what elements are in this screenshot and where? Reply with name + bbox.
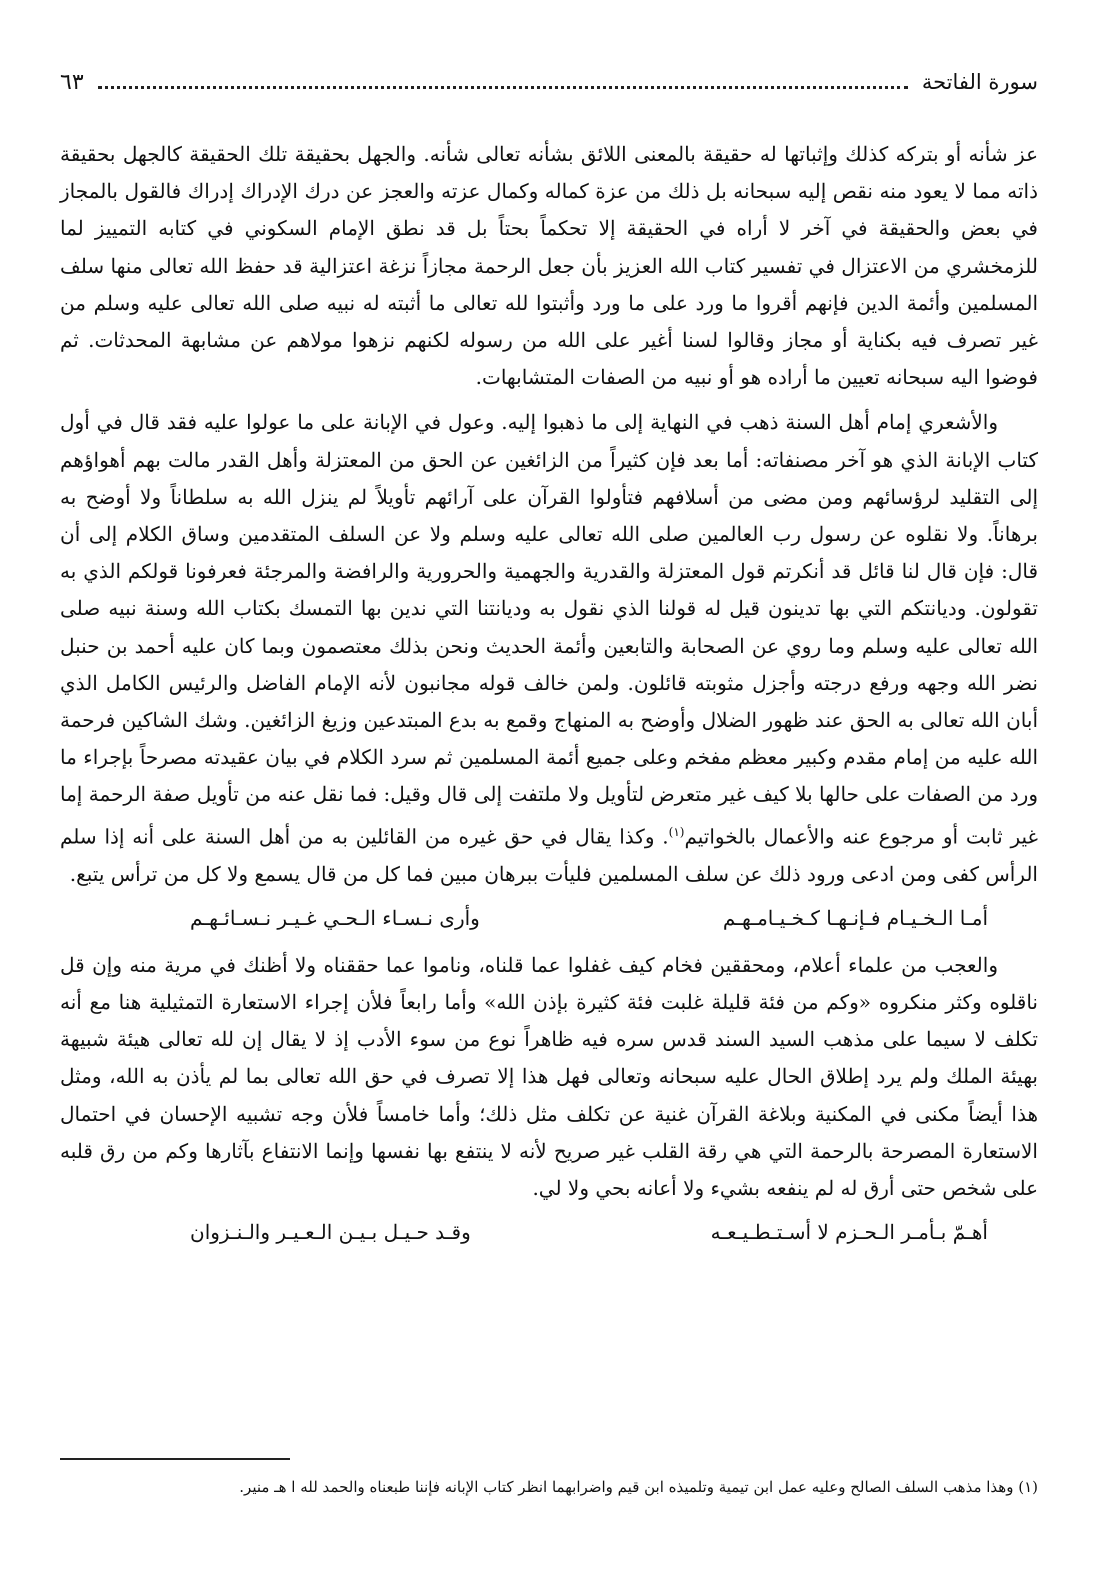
main-text (60, 136, 1038, 1251)
verse-first-hemistich: أهـمّ بـأمـر الـحـزم لا أسـتـطـيـعـه (710, 1220, 988, 1245)
book-page (60, 70, 1038, 1530)
paragraph: عز شأنه أو بتركه كذلك وإثباتها له حقيقة بالمعنى اللائق بشأنه تعالى شأنه. والجهل بحقيقة تلك الحقيقة كالجهل بحقيقة ذاته مما لا يعود منه نقص إليه سبحانه بل ذلك من عزة كماله وكمال عزته والعجز عن درك الإدراك إدراك فالقول بالمجاز في بعض والحقيقة في آخر لا أراه في الحقيقة إلا تحكماً بحتاً بل قد نطق الإمام السكوني في كتابه التمييز لما للزمخشري من الاعتزال في تفسير كتاب الله العزيز بأن جعل الرحمة مجازاً نزغة اعتزالية قد حفظ الله تعالى منها سلف المسلمين وأئمة الدين فإنهم أقروا ما ورد على ما ورد وأثبتوا لله تعالى ما أثبته له نبيه صلى الله تعالى عليه وسلم من غير تصرف فيه بكناية أو مجاز وقالوا لسنا أغير على الله من رسوله لكنهم نزهوا مولاهم عن مشابهة المحدثات. ثم فوضوا اليه سبحانه تعيين ما أراده هو أو نبيه من الصفات المتشابهات. (60, 142, 1038, 390)
footnote: (١) وهذا مذهب السلف الصالح وعليه عمل ابن تيمية وتلميذه ابن قيم واضرابهما انظر كتاب الإبانه فإننا طبعناه والحمد لله ا هـ منير. (239, 1478, 1038, 1496)
paragraph: والعجب من علماء أعلام، ومحققين فخام كيف غفلوا عما قلناه، وناموا عما حققناه ولا أظنك في مرية منه وإن قل ناقلوه وكثر منكروه «وكم من فئة قليلة غلبت فئة كثيرة بإذن الله» وأما رابعاً فلأن إجراء الاستعارة التمثيلية هنا مع أنه تكلف لا سيما على مذهب السيد السند قدس سره فيه ظاهراً نوع من سوء الأدب إذ لا يقال إن لله تعالى هيئة شبيهة بهيئة الملك ولم يرد إطلاق الحال عليه سبحانه وتعالى فهل هذا إلا تصرف في حق الله تعالى بما لم يأذن به الله، ومثل هذا أيضاً مكنى في المكنية وبلاغة القرآن غنية عن تكلف مثل ذلك؛ وأما خامساً فلأن وجه تشبيه الإحسان في احتمال الاستعارة المصرحة بالرحمة التي هي رقة القلب غير صريح لأنه لا ينتفع بها نفسها وإنما الانتفاع بآثارها وكم من رق قلبه على شخص حتى أرق له لم ينفعه بشيء ولا أعانه بحي ولا لي. (60, 952, 1038, 1200)
page-number: ٦٣ (60, 70, 84, 95)
poem-verse (60, 1213, 1038, 1251)
leader-dots (98, 72, 908, 89)
verse-first-hemistich: أمـا الـخـيـام فـإنـهـا كـخـيـامـهـم (722, 905, 988, 930)
paragraph-text: والأشعري إمام أهل السنة ذهب في النهاية إلى ما ذهبوا إليه. وعول في الإبانة على ما عولوا عليه فقد قال في أول كتاب الإبانة الذي هو آخر مصنفاته: أما بعد فإن كثيراً من الزائغين عن الحق من المعتزلة وأهل القدر مالت بهم أهواؤهم إلى التقليد لرؤسائهم ومن مضى من أسلافهم فتأولوا القرآن على آرائهم تأويلاً لم ينزل الله به سلطاناً ولا أوضح به برهاناً. ولا نقلوه عن رسول رب العالمين صلى الله تعالى عليه وسلم ولا عن السلف المتقدمين وساق الكلام إلى أن قال: فإن قال لنا قائل قد أنكرتم قول المعتزلة والقدرية والجهمية والحرورية والرافضة والمرجئة فعرفونا قولكم الذي به تقولون. وديانتكم التي بها تدينون قيل له قولنا الذي نقول به وديانتنا التي ندين بها التمسك بكتاب الله وسنة نبيه صلى الله تعالى عليه وسلم وما روي عن الصحابة والتابعين وأئمة الحديث ونحن بذلك معتصمون وبما كان عليه أحمد بن حنبل نضر الله وجهه ورفع درجته وأجزل مثوبته قائلون. ولمن خالف قوله مجانبون لأنه الإمام الفاضل والرئيس الكامل الذي أبان الله تعالى به الحق عند ظهور الضلال وأوضح به المنهاج وقمع به بدع المبتدعين وزيغ الزائغين. وشك الشاكين فرحمة الله عليه من إمام مقدم وكبير معظم مفخم وعلى جميع أئمة المسلمين ثم سرد الكلام في بيان عقيدته مصرحاً بإجراء ما ورد من الصفات على حالها بلا كيف غير متعرض لتأويل ولا ملتفت إلى قال وقيل: فما نقل عنه من تأويل صفة الرحمة إما غير ثابت أو مرجوع عنه والأعمال بالخواتيم (60, 410, 1039, 849)
poem-verse (60, 899, 1038, 937)
verse-second-hemistich: وأرى نـسـاء الـحـي غـيـر نـسـائـهـم (190, 905, 480, 930)
paragraph-text: . وكذا يقال في حق غيره من القائلين به من أهل السنة على أنه إذا سلم الرأس كفى ومن ادعى ورود ذلك عن سلف المسلمين فليأت ببرهان مبين فما كل من قال يسمع ولا كل من ترأس يتبع. (60, 824, 1038, 886)
footnote-reference: (١) (668, 824, 685, 839)
footnote-separator (60, 1458, 290, 1460)
running-header (60, 70, 1038, 122)
verse-second-hemistich: وقـد حـيـل بـيـن الـعـيـر والـنـزوان (190, 1220, 471, 1245)
paragraph (60, 404, 1038, 892)
surah-title: سورة الفاتحة (921, 70, 1038, 94)
